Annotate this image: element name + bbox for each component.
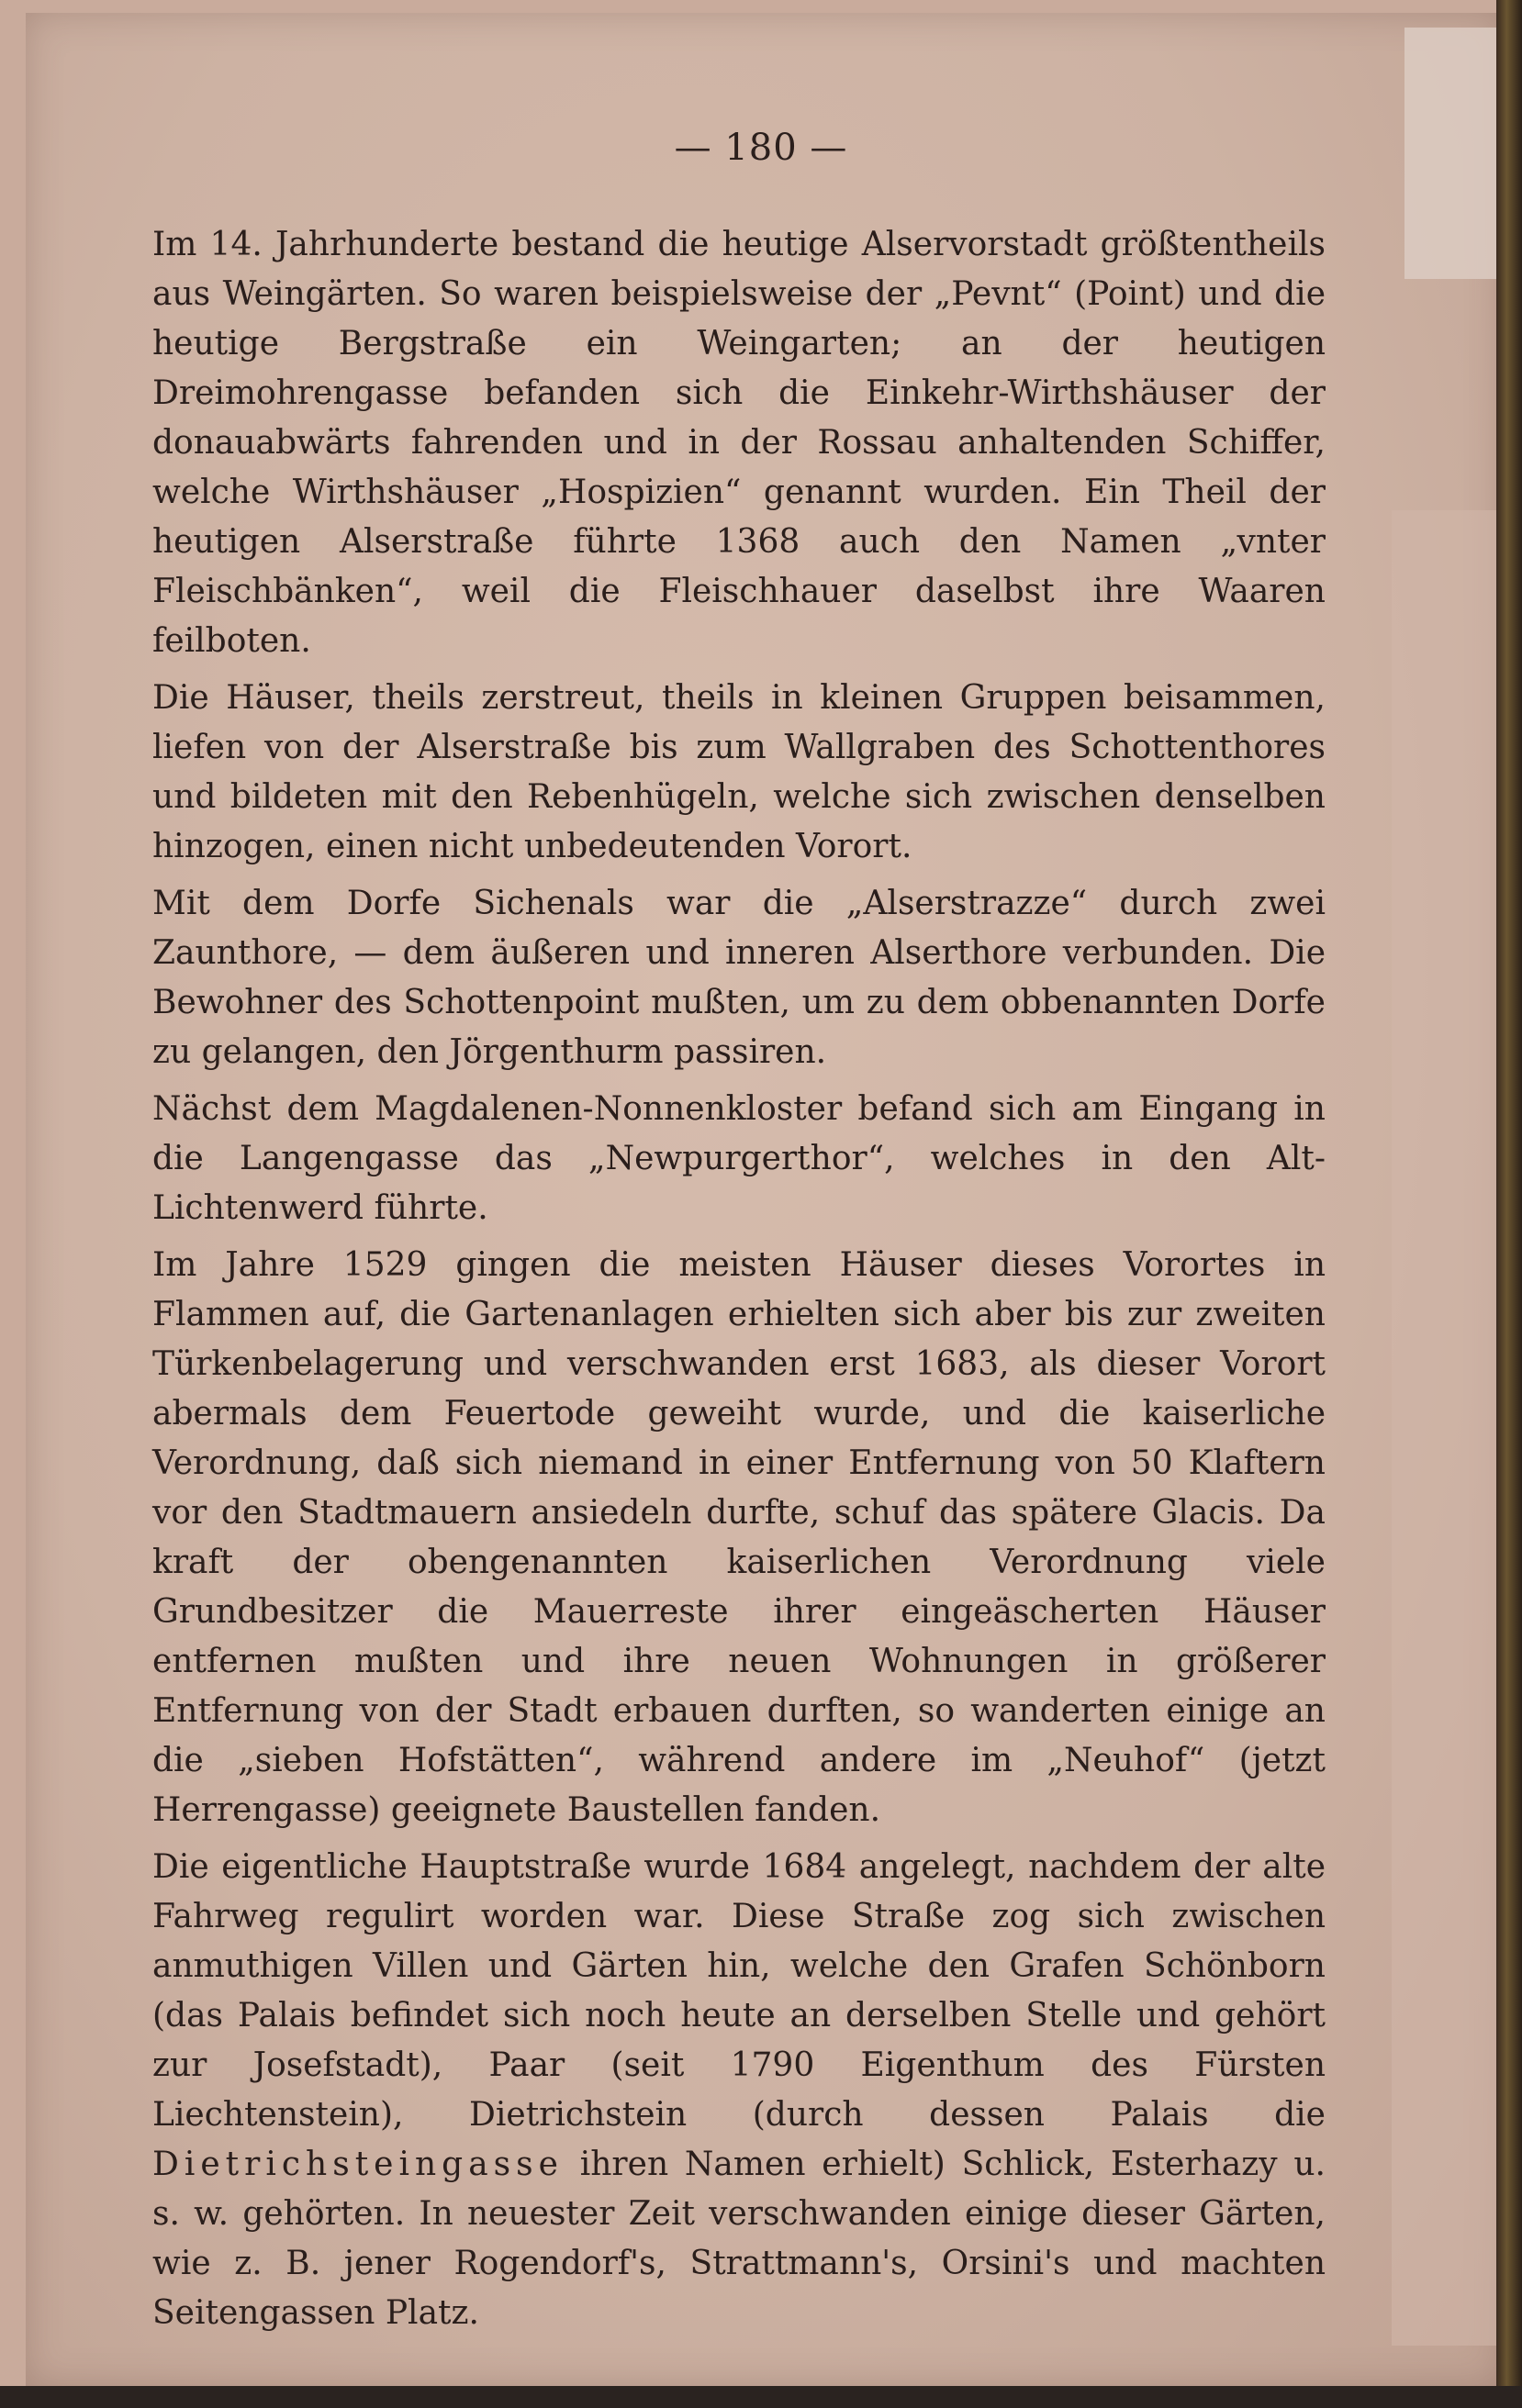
paragraph-6-end: ihren Namen erhielt) Schlick, Esterhazy u. s. w. gehörten. In neuester Zeit verschwanden einige dieser Gärten, wie z. B. jener Rogendorf's, Strattmann's, Orsini's und machten Seitengassen Platz.: [152, 2146, 1326, 2332]
paragraph-5: Im Jahre 1529 gingen die meisten Häuser dieses Vorortes in Flammen auf, die Gartenanlagen erhielten sich aber bis zur zweiten Türkenbelagerung und verschwanden erst 1683, als dieser Vorort abermals dem Feuertode geweiht wurde, und die kaiserliche Verordnung, daß sich niemand in einer Entfernung von 50 Klaftern vor den Stadtmauern ansiedeln durfte, schuf das spätere Glacis. Da kraft der obengenannten kaiserlichen Verordnung viele Grundbesitzer die Mauerreste ihrer eingeäscherten Häuser entfernen mußten und ihre neuen Wohnungen in größerer Entfernung von der Stadt erbauen durften, so wanderten einige an die „sieben Hofstätten“, während andere im „Neuhof“ (jetzt Herrengasse) geeignete Baustellen fanden.: [152, 1246, 1326, 1829]
paragraph-1: Im 14. Jahrhunderte bestand die heutige Alservorstadt größtentheils aus Weingärten. So waren beispielsweise der „Pevnt“ (Point) und die heutige Bergstraße ein Weingarten; an der heutigen Dreimohrengasse befanden sich die Einkehr-Wirthshäuser der donauabwärts fahrenden und in der Rossau anhaltenden Schiffer, welche Wirthshäuser „Hospizien“ genannt wurden. Ein Theil der heutigen Alserstraße führte 1368 auch den Namen „vnter Fleischbänken“, weil die Fleischhauer daselbst ihre Waaren feilboten.: [152, 226, 1326, 660]
bottom-edge: [0, 2386, 1522, 2408]
paper-strip-right: [1392, 510, 1496, 2346]
text-body: [152, 220, 1326, 2346]
book-spine: [1496, 0, 1522, 2408]
page-number: — 180 —: [674, 127, 848, 169]
paragraph-6-start: Die eigentliche Hauptstraße wurde 1684 angelegt, nachdem der alte Fahrweg regulirt worden war. Diese Straße zog sich zwischen anmuthigen Villen und Gärten hin, welche den Grafen Schönborn (das Palais befindet sich noch heute an derselben Stelle und gehört zur Josefstadt), Paar (seit 1790 Eigenthum des Fürsten Liechtenstein), Dietrichstein (durch dessen Palais die: [152, 1848, 1326, 2134]
paragraph-4: Nächst dem Magdalenen-Nonnenkloster befand sich am Eingang in die Langengasse das „Newpurgerthor“, welches in den Alt-Lichtenwerd führte.: [152, 1090, 1326, 1227]
spaced-street-name: Dietrichsteingasse: [152, 2146, 564, 2183]
paragraph-6: [152, 1843, 1326, 2338]
paragraph-3: Mit dem Dorfe Sichenals war die „Alserstrazze“ durch zwei Zaunthore, — dem äußeren und inneren Alserthore verbunden. Die Bewohner des Schottenpoint mußten, um zu dem obbenannten Dorfe zu gelangen, den Jörgenthurm passiren.: [152, 885, 1326, 1071]
paragraph-2: Die Häuser, theils zerstreut, theils in kleinen Gruppen beisammen, liefen von der Alserstraße bis zum Wallgraben des Schottenthores und bildeten mit den Rebenhügeln, welche sich zwischen denselben hinzogen, einen nicht unbedeutenden Vorort.: [152, 679, 1326, 865]
